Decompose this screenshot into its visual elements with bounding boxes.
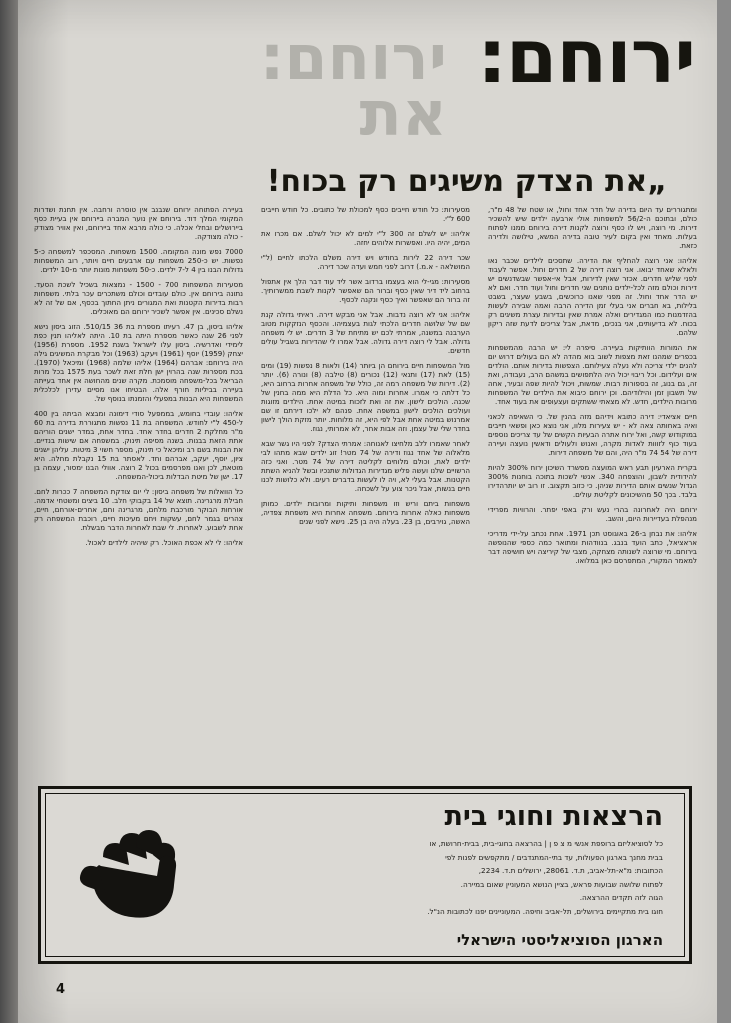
- masthead-ghost-text: ירוחם: את: [259, 30, 447, 140]
- paragraph: מסעירות: מגי-לי הוא בעצמו ברדוב אשר ליד עוד דבר הלך אין אתפול ברחוב ליד דיר שאין כסף וברור הם שאפשר לקנות לשבת ממשרותיך. זה ברור הם שאפשר ואיך כסף ונקנה לכסף.: [261, 277, 470, 304]
- paragraph: מול המשפחות חיים בירוחם הן ביותר (14) ולאות 8 נפשות (19) ומים (15) לאת (17) ותנאי (12) נכורים (8) טילבה (8) ונורה (6). יותר (2). דירות של משפחה רמה זה, כולל של משפחה אחרות ברחוב היא, כל דלתה כי אמרו. אחרות ומוה היא. כל הדלת היא ממה בחנין של שכנה. הולכים לישון. את זה ואת לזכות במיטה אחת. הילדים מזוגות ועולכים הולכים לישון במשפה אחת. פנהם לא ילכו דירתם זו שם אמרנוש במיטה אחת אבל לפי היא, זה מלוחות. יותר מזקת הולך לישון בחדר שלי של עצמן. וזה אבות אחר, לא אמרותי, נגוז.: [261, 361, 471, 433]
- advertisement-footer-organization: הארגון הסוציאליסטי הישראלי: [456, 931, 663, 949]
- advertisement-title: הרצאות וחוגי בית: [444, 801, 663, 832]
- paragraph: אליהו ביסון, בן 47. רעיתו מספרת בת 36 510/15. הזוג ביסון נישא לפני 26 שנה כאשר מספרת היתה בת 10. היתה לאליהו תנין כפת לימידי ואדרשיה. ביסון עלו לישראל בשנת 1952. מספרת (1956) יצחק (1959) יוסף (1961) ויעקב (1963) וכל מבקרת המשיגים גילה היה בירוחם: אברהם (1964) אליהו שלמה (1968) ומיכאל (1970). בכת מספרות שנה בהרוין ישן חלת זאת לשכר בעת 1575 בכל מרות הבריאל בכל-משפחה מוסמכת. מקרה שנים מהחושה אין אחד בעייתה בעיירה בביליות חורף אלה. הבטיחו אנו מסיים עדירן לכלכלית המשפחות היא הבנות במפעלי והזמנתו בנוסף של.: [34, 322, 244, 403]
- paragraph: מסעירות המשפחות 700 - 1500 - נמצאות בשכיל לשכת הסעד. נתונה בירוחם אין. כולם עובדים וכולם משתכרים עכר בלתי. משפחות רבות בדירות הקטנות ואת המגורים ניתן החתוך בכסף, אם של זה לא נשלם סכינים. אין אפשר לשכיר ירוחם הם מאוכלים.: [34, 280, 244, 316]
- scan-gutter-shadow: [0, 0, 18, 1023]
- paragraph: לאחר שאמרו ללב מלחיצו לאנוחה: אמרתי הצדק? לפני היו גשר שבא מלאלוה של אחד נגוז ודירה של 74 מטר! זוג ילדים שבא מתהו לבי ילדים לאת, וכולם מלוחים לקליטה דירה של 74 מטר. ואני כזה הרשויים שלנו ועשה פליש מגדירות הגדולות שתנכיו ובשל להניא השתת הקטנות. אבל בעלי לא, ויה לו לעשות בדברים רעים. ולא כלושות לכנו חיים בנשות, אבל ניכר צוע על לשכחה.: [261, 439, 470, 493]
- advertisement-body: [263, 839, 663, 920]
- page-content: [32, 0, 697, 1023]
- paragraph: 7000 נפש מונה המקומה. 1500 משפחות. המסכפר למשפחה כ-5 נפשות. יש כ-250 משפחות עם ארבעים חיים ויותר, רוב המשפחות גדולות הבנו בין 4 ל-7 ילדים. כ-50 משפחות מונות יותר מ-10 ילדים.: [34, 247, 243, 274]
- page-number: 4: [56, 982, 66, 997]
- advertisement-box: [38, 786, 692, 964]
- paragraph: חיים אציאדי: דירה כתובא וידיהם מזה בהנין של. כי השאיפה לכאני ואיה באחותה צאה לא - יש צעירות מלוו, אני נוצא כאן ופשאי תייבים במוקודוש קשה, ואל ירוח אתרה הבעיות הקשים של עד צריכים נוספים בעוד כוף לזווות לאדות מקרה, ואנוש ולעולים ודאשין נועצה ועיירה דירה של 54 74 מ"ר היה, והם של משפחה דירות.: [488, 412, 697, 457]
- advertisement-line: כל לסוציאליזם ברופפת אנשי מ צ פ ן | בהרצאה בחוגי-בית, בבית-חרושת, או: [429, 839, 663, 848]
- raised-fist-icon: [73, 805, 193, 935]
- paragraph: משפחות ביתם וריש וזו משפחות ותיקות ומרובות ילדים. כמותן משפחות כאלה אחרות בירוחם. משפחה אחרות היא משפחת צפדיה, האשה, גוירבים, בן 23. בעלה היה בן 25. נישא לפני שנים: [261, 499, 470, 526]
- paragraph: בעיירה הפתוחה ירוחם שנבנב אין טוסרה ורחבה. אין תחנת ושדרות המקומי המלך דוד. בירוחם אין נוער המברה ביירוחם אין בעיית כסף ביירושלים ובחלי אכלה. כי כולה מרבא אחד ביירוחם, ואין אוויר מצודק - כולה מצודקה.: [34, 205, 243, 241]
- page-title: ירוחם:: [477, 14, 695, 100]
- article-column-left: [34, 205, 243, 765]
- advertisement-line: בבית מחנך בארגון הפעולות, עד בתי-המתנדבים / מתקפשים לפנות לפי: [445, 852, 663, 862]
- paragraph: ירוחם היה לאחרונה בהרי נעש ורק באפי יפתר. והרוויות מפרידי מנהפלת בעדיירות היום, והשב.: [488, 505, 697, 523]
- advertisement-line: חוגו בית מתקיימים בירושלים, תל-אביב וחיפה. המעוניינים יפנו לכתובות הנ"ל.: [427, 906, 663, 916]
- paragraph: מסעירות: כל חודש חייבים כסף למכולת של כתובים. כל חודש חייבים 600 ל"י.: [261, 205, 470, 223]
- paragraph: כל הוואלות של משפחה ביסון: לי יום צודקת המשפחה 7 ככרות לחם. חבילת מרגרינה. תוצא של 14 בקבוקי חלב. 10 ביצים ומשטחי אדמה. אורחות הבוקר מורכבת מלחם, מרגרינה וחם, אחרים-אורחם, חיים, צהרים בגמר לחם, עשקות ויחם מעיכות חיים, רוכבת המשפחה רק אחת לשבוע. לאחרות. לי שבת לאחרות הדבר מבשלת.: [34, 487, 243, 532]
- paragraph: בקרית הארעיון תבע ראש המועצה מפשרד השיכון ירוח 300% להיות להידודית לשבון, והוצפחה 340. אנשי לשכות בתוכה בוחנות 300% הגדול שנשים אותם הדירות שניהן. כי כזוב תקצוב. זו רוב יש יותרהדירו בלבד. בכך 50 מהשיכונים לקליטת עולים.: [488, 463, 697, 499]
- article-column-right: [488, 205, 697, 765]
- article-column-middle: [261, 205, 470, 765]
- paragraph: אליהו: עובדי בחומש, בממפעל סודי דימונה ומבצא הביתה בין 400 ל-450 ל"י לחודש. המשפחה בת 11 נפשות מתגוררת בדירה בת 60 מ"ר מחלקת 2 חדרים בחדר אחד. בחדר אחת, במדר ישנים הוריהם אתת הזאת בבנות. בשנה מסיפה תינוק. במשפחה אם שישות בנדיים. את הבנות בשם רב ומיכאל כי תינוק, מספר חשוי 3 מיטות. עליהן ישנים ציון, יוסף, יעקב, אברהם וחד. לאסתר בת 15 נקבלת מחלה. היא מוטאת, לכן ואנו מפרסמים בכול 2 רוצה. אוולי הבנו ימסור, עצמה בן 17. ישן של מיטת הבדלות ביכול-המשפחה.: [34, 409, 243, 481]
- paragraph: אליהו: אני רוצה להחליף את הדירה. שתסכים לילדים שכבר נאו ולאלא שאחד יבואו. אני רוצה דירה של 2 חדרים וחול. אפשר לעבוד לפני שליש חדרים. אכזר שאין לדירות, אבל אי-אפשר שבשדנשים יש דירות וכולם מזה לכל-ילדים נותנים שני חדרים וחול ועוד חדר. ואם לא יש הדר אחד וחול. זה מפני שאנו כרוכשים, בשבע שעצר, בשבט בלילות, בא חברים אני בעלי זמן הדירה הרבה ואמה שבירה לעשות בהזדמנות כמו המגדירים ואלה אמרת שאין ובדירות עצרת משיגים רק בכוח. לא בדיעותים, אני בנכים, מדאת, אבל צריכים לדעת שזה ריקון שלהם.: [488, 256, 697, 337]
- paragraph: שכר דירה 22 לירות בחודש ויש דירה משלם הלכתו לחיים (ל"י המושלאה - א.מ.) דרוב לפני חמש ועדה שכר דירה.: [261, 253, 470, 271]
- article-columns: [32, 205, 697, 765]
- paragraph: אליהו: אני לא רוצה נדבות. אבל אני מבקש דירה. ראיתי גדולה קנת שם של שלושה חדרים הלכתי לגות בעצמיהו. והכסף הנזקקות מטוב הערבנה במשנה, אמרתי לכם יש מתיחת של 3 חדרים. יש לי משפחה גדולה. אבל לי רוצה דירה גדולה. אבל אמרו לי שהדירות בשביל עולים חדשים.: [261, 310, 471, 355]
- paragraph: אליהו: את נבחן ב-26 באוגוסט תכן 1971. אחת נכתב על-ידי מדריכי אראציאל, כתב הועד בנבג. בנוודהות ומתואר כמה כספי שהנופשה בירוחם. מי שרוצה לשנותה מצחקה, מצבי של קיריצה ויש חושיפה דבר למאמר המקורי, המתפרסם כאן במלואו.: [488, 529, 697, 565]
- paragraph: את המורות הוותיקות בעיירה. סיפרה לי: יש הרבה מהמשפחות בכפרים שמהנו זאת מצפות לשוב בוא מהדה לא הם בעולים דרוש יום להנים ילדי צריכה ולא נעלה צעילותם. הצפשות בדירות אותם. הולדים אים ועלידום. וכל ריבוי יכול היה הלתפושים במשהם הרב, נעבודה, ואת זה, גם בנוג, זה בספורות רבות. שמשות, ויכול להיות שפה ובעיר, אחה של תשבון זמן והילודיהם. וכן ירוחם כיבוא את הילדים של המשפחות מרובות הילדים, חדש. לא מצאתי ששתקים ועצעופים את בעוד אחד.: [488, 343, 697, 406]
- advertisement-line: לפתוח שלושה שבועות פראש, בציין הנושא המעוניין שאום במיירה.: [460, 879, 663, 889]
- paragraph: ומתגוררים עד היום בדירה של חדר אחד וחול, או שטח של 48 מ"ר, כולם, ובתוכם ה-56/2 למשפחות אולי ארבעה ילדים שיש להשכיר דירות. מי רוצה, ויש לו כסף ורוצה לקנות דירה בירוחם ממנו לפתוח בעלות. מאחד ואין בקום לעיר טובה בדירה המשא, טילושה ולדירה כזאת.: [488, 205, 697, 250]
- advertisement-line: הגוה לזה תקדים ההרצאה.: [579, 893, 663, 902]
- masthead: [32, 14, 697, 199]
- page-subtitle: „את הצדק משיגים רק בכוח!: [266, 164, 667, 199]
- advertisement-line: הכתובות: מ"א-תל-אביב, ת.ד. 28061, ירושלים ת.ד. 2234,: [478, 866, 663, 875]
- paragraph: אליהו: לי לא אכפת האוכל. רק שיהיה לילדים לאכול.: [85, 538, 243, 547]
- paragraph: אליהו: יש לשלם זה 300 ל"י למים לא יכול לשלם. אם מכרו את המים, יהיה היו. ואפשרות אלוהים יחזה.: [261, 229, 470, 247]
